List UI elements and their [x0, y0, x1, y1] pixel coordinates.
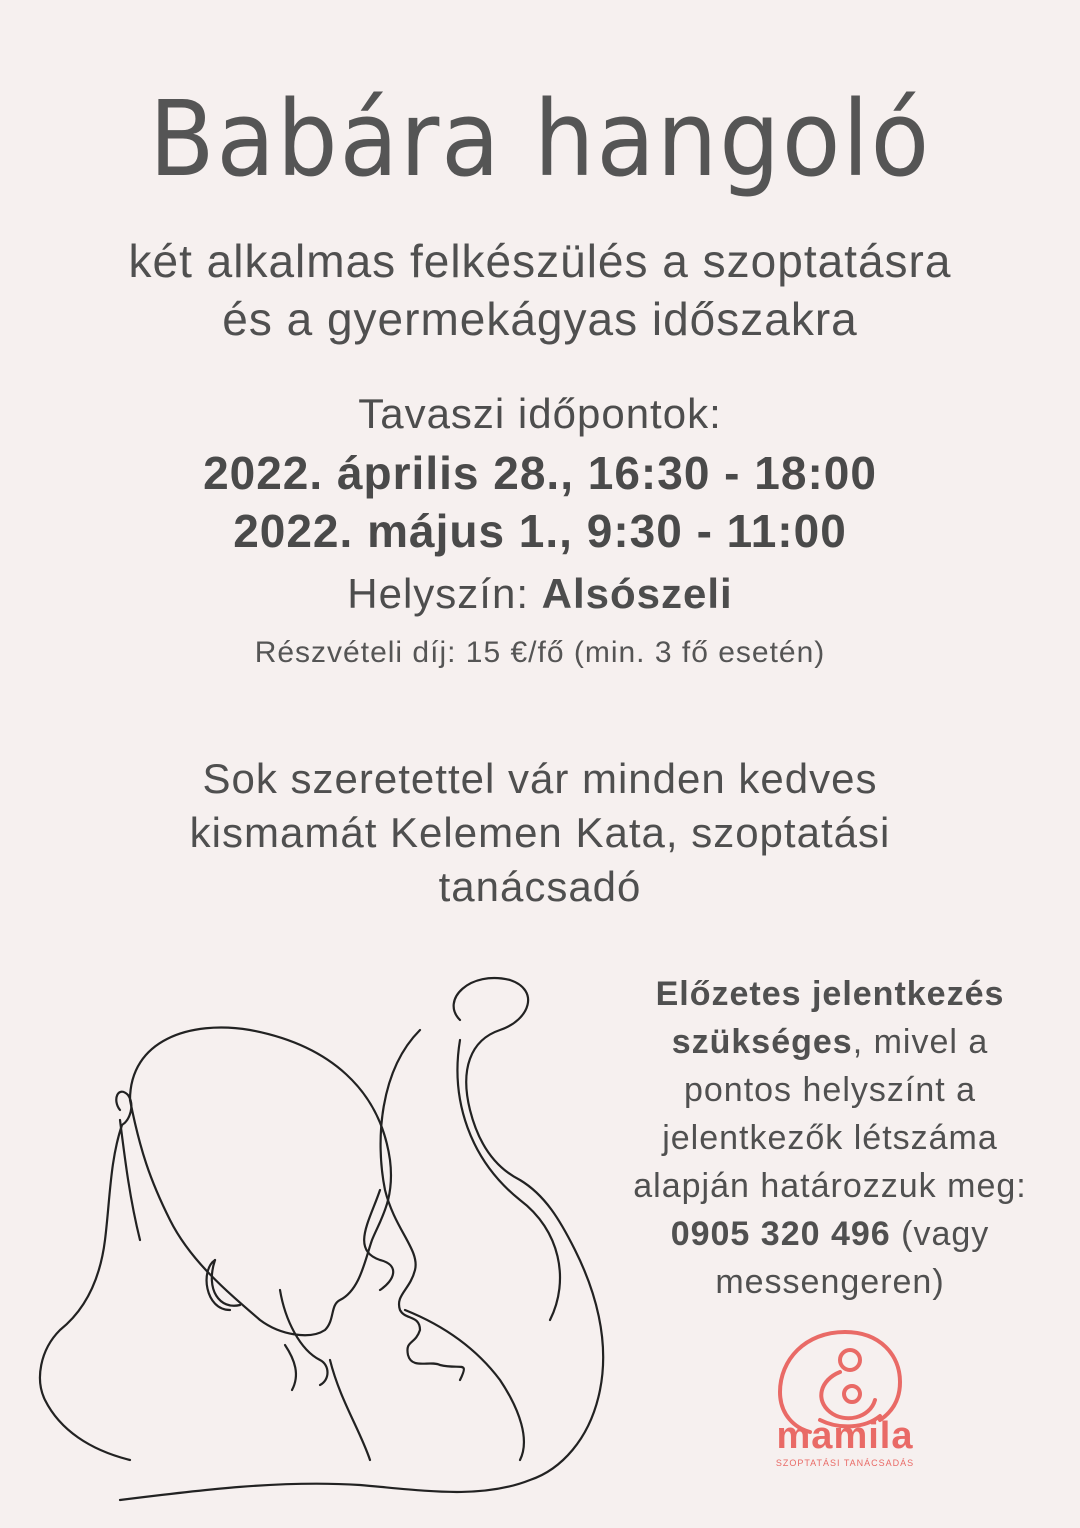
welcome-message [0, 752, 1080, 914]
registration-suffix: (vagy messengeren) [715, 1215, 990, 1301]
logo-tagline: SZOPTATÁSI TANÁCSADÁS [775, 1458, 915, 1468]
welcome-line-1: Sok szeretettel vár minden kedves [202, 755, 878, 802]
phone-number: 0905 320 496 [670, 1215, 891, 1253]
registration-bold-intro: Előzetes jelentkezés szükséges [655, 975, 1005, 1061]
venue-value: Alsószeli [541, 570, 733, 617]
logo-name: mamila [776, 1415, 914, 1457]
mother-baby-line-art [0, 960, 640, 1528]
venue-label: Helyszín: [347, 570, 529, 617]
subtitle-line-2: és a gyermekágyas időszakra [222, 293, 858, 345]
poster-subtitle [0, 232, 1080, 348]
poster-title: Babára hangoló [148, 78, 932, 200]
date-2: 2022. május 1., 9:30 - 11:00 [233, 505, 847, 557]
registration-text: , mivel a pontos helyszínt a jelentkezők létszáma alapján határozzuk meg: [633, 1023, 1027, 1205]
venue [0, 570, 1080, 618]
participation-fee: Részvételi díj: 15 €/fő (min. 3 fő esetén) [254, 636, 826, 669]
welcome-line-3: tanácsadó [438, 863, 642, 910]
welcome-line-2: kismamát Kelemen Kata, szoptatási [189, 809, 891, 856]
subtitle-line-1: két alkalmas felkészülés a szoptatásra [128, 235, 952, 287]
registration-info [620, 970, 1040, 1306]
dates-label: Tavaszi időpontok: [358, 390, 722, 437]
date-1: 2022. április 28., 16:30 - 18:00 [203, 447, 877, 499]
